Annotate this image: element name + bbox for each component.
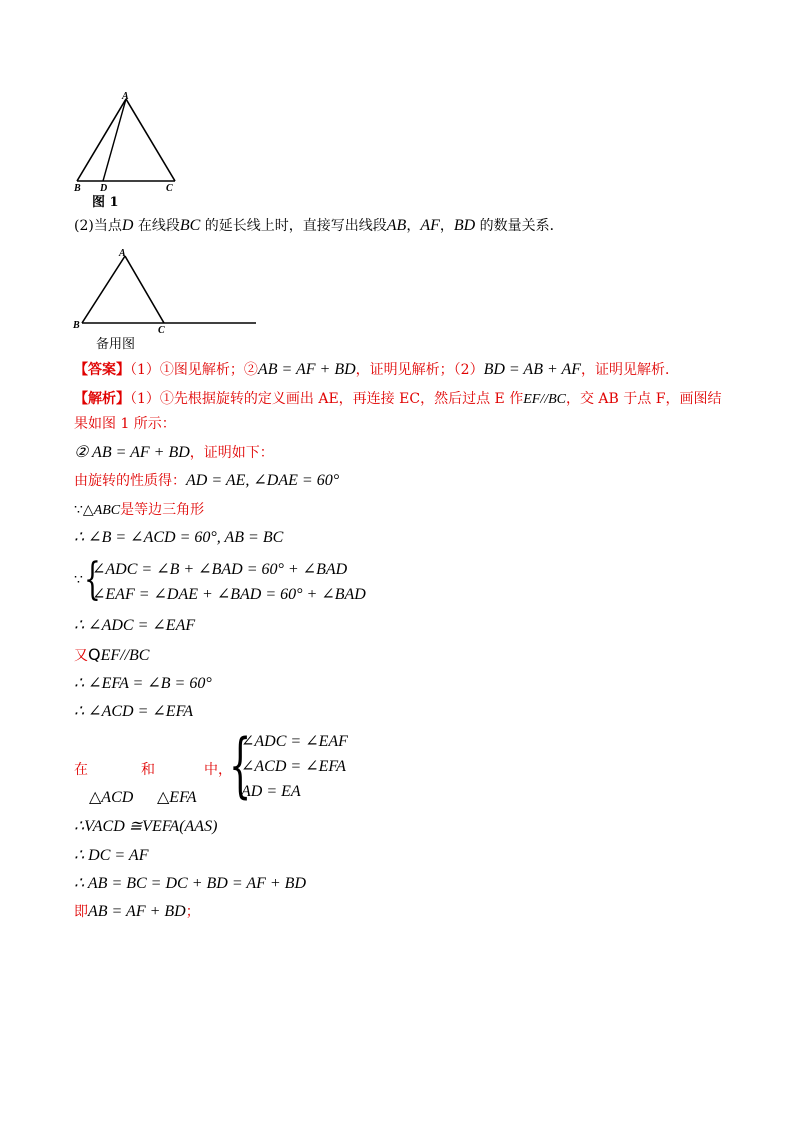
- analysis-line-5: ∵△ABC是等边三角形: [74, 502, 205, 518]
- fig1-label-c: C: [166, 183, 173, 194]
- analysis-line-14: ∴VACD ≅VEFA(AAS): [74, 818, 218, 835]
- analysis-line-11: ∴ ∠ACD = ∠EFA: [74, 703, 194, 720]
- fig1-side-ab: [77, 99, 126, 181]
- left-brace-1: {: [84, 554, 101, 605]
- analysis-line-6: ∴ ∠B = ∠ACD = 60°, AB = BC: [74, 529, 284, 546]
- figure-1: [70, 90, 190, 195]
- figure-2-caption: 备用图: [96, 337, 136, 352]
- analysis-line-4: 由旋转的性质得：AD = AE, ∠DAE = 60°: [74, 472, 340, 489]
- analysis-line-16: ∴ AB = BC = DC + BD = AF + BD: [74, 875, 307, 892]
- answer-tag: 【答案】: [74, 362, 130, 378]
- fig2-label-c: C: [158, 325, 165, 336]
- analysis-line-7b: ∠EAF = ∠DAE + ∠BAD = 60° + ∠BAD: [92, 586, 366, 603]
- system-eq-2: ∠ACD = ∠EFA: [241, 758, 346, 775]
- triangle-efa: △EFA: [157, 789, 197, 806]
- analysis-line-15: ∴ DC = AF: [74, 847, 149, 864]
- fig1-label-b: B: [74, 183, 81, 194]
- figure-1-caption: 图 1: [92, 195, 119, 210]
- fig2-side-ac: [125, 256, 164, 323]
- answer-line: 【答案】（1）①图见解析；②AB = AF + BD，证明见解析；（2）BD = AB + AF，证明见解析．: [74, 361, 680, 378]
- analysis-line-3: ② AB = AF + BD，证明如下：: [74, 444, 274, 461]
- figure-2: [70, 244, 270, 336]
- analysis-line-8: ∴ ∠ADC = ∠EAF: [74, 617, 196, 634]
- analysis-line-12-he: 和: [141, 762, 155, 778]
- analysis-line-12-zhong: 中，: [204, 762, 232, 778]
- system-eq-3: AD = EA: [241, 783, 301, 800]
- analysis-line-12-zai: 在: [74, 762, 88, 778]
- analysis-line-2: 果如图 1 所示：: [74, 416, 176, 432]
- fig2-label-a: A: [119, 248, 126, 259]
- fig1-label-a: A: [122, 91, 129, 102]
- question-2: (2)当点D 在线段BC 的延长线上时，直接写出线段AB，AF，BD 的数量关系．: [74, 217, 564, 234]
- analysis-line-7-symbol: ∵: [74, 572, 83, 588]
- triangle-acd: △ACD: [89, 789, 134, 806]
- analysis-line-9: 又QEF//BC: [74, 645, 150, 664]
- fig1-side-ac: [126, 99, 175, 181]
- fig2-side-ab: [82, 256, 125, 323]
- fig1-segment-ad: [103, 99, 126, 181]
- fig1-label-d: D: [100, 183, 108, 194]
- analysis-line-10: ∴ ∠EFA = ∠B = 60°: [74, 675, 212, 692]
- analysis-line-1: 【解析】（1）①先根据旋转的定义画出 AE，再连接 EC，然后过点 E 作EF//BC，交 AB 于点 F，画图结: [74, 391, 722, 407]
- analysis-line-17: 即AB = AF + BD；: [74, 903, 200, 920]
- fig2-label-b: B: [73, 320, 80, 331]
- left-brace-2: {: [229, 724, 252, 806]
- analysis-line-7a: ∠ADC = ∠B + ∠BAD = 60° + ∠BAD: [92, 561, 348, 578]
- system-eq-1: ∠ADC = ∠EAF: [241, 733, 348, 750]
- analysis-tag: 【解析】: [74, 391, 130, 407]
